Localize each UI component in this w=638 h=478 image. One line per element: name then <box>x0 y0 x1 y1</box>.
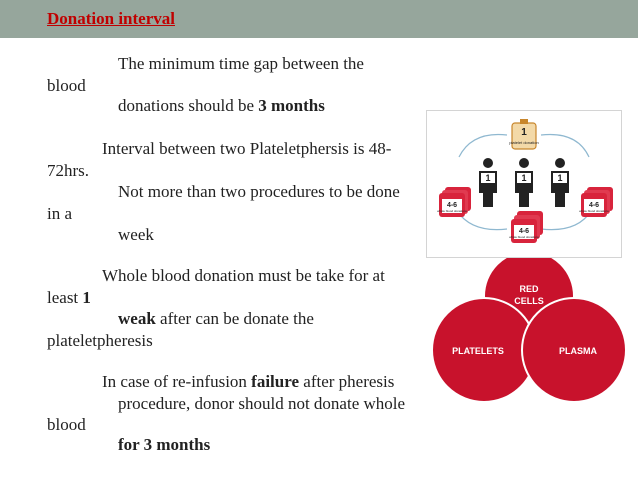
para3-line3-text: after can be donate the <box>155 309 314 328</box>
blood-components-venn <box>426 258 634 404</box>
platelet-bag-icon <box>509 119 538 149</box>
para1-line3 <box>118 96 325 116</box>
para4-line1 <box>102 372 394 392</box>
donor-left-number: 1 <box>485 173 491 183</box>
para3-line2-bold: 1 <box>82 288 91 307</box>
donor-right-icon <box>551 158 569 207</box>
blood-bag-left-number: 4-6 <box>446 202 458 209</box>
para2-line1: Interval between two Plateletphersis is 48- <box>102 139 392 158</box>
para2-line2: 72hrs. <box>47 161 90 180</box>
platelet-bag-caption: platelet donation <box>509 140 539 145</box>
para4-line1-pre: In case of re-infusion <box>102 372 252 391</box>
para4-line1-bold: failure <box>251 372 300 391</box>
blood-bag-center-number: 4-6 <box>518 228 530 235</box>
para3-line3-bold: weak <box>118 309 156 328</box>
para1-line3-text: donations should be <box>118 96 259 115</box>
cycle-arrow-left-top <box>459 134 507 157</box>
para3-line2-text: least <box>47 288 83 307</box>
donor-right-number: 1 <box>557 173 563 183</box>
donation-cycle-svg <box>427 111 621 257</box>
blood-bag-right-caption: whole blood donations <box>579 209 609 213</box>
para4-line4 <box>118 435 210 455</box>
para4-line2: procedure, donor should not donate whole <box>118 394 406 413</box>
para3-line2 <box>47 288 91 308</box>
red-cells-label-line2: CELLS <box>514 296 544 306</box>
para3-line1: Whole blood donation must be take for at <box>102 266 385 285</box>
blood-bag-left-caption: whole blood donations <box>437 209 467 213</box>
para2-line5: week <box>118 225 154 244</box>
para4-line3: blood <box>47 415 86 434</box>
para3-line3 <box>118 309 314 329</box>
para2-line3: Not more than two procedures to be done <box>118 182 400 201</box>
slide-title: Donation interval <box>47 9 175 28</box>
platelets-label: PLATELETS <box>452 346 504 356</box>
blood-bag-stack-center-icon <box>509 211 543 243</box>
venn-svg <box>426 258 634 404</box>
para4-line4-bold: for 3 months <box>118 435 211 454</box>
donor-center-icon <box>515 158 533 207</box>
blood-bag-stack-left-icon <box>437 187 471 217</box>
para3-line4: plateletpheresis <box>47 331 153 350</box>
para2-line4: in a <box>47 204 73 223</box>
blood-bag-stack-right-icon <box>579 187 613 217</box>
blood-bag-right-number: 4-6 <box>588 202 600 209</box>
donor-left-icon <box>479 158 497 207</box>
red-cells-label-line1: RED <box>519 284 539 294</box>
plasma-label: PLASMA <box>559 346 597 356</box>
para1-line2: blood <box>47 76 86 95</box>
para1-line3-bold: 3 months <box>258 96 325 115</box>
cycle-arrow-right-top <box>541 134 589 157</box>
donation-cycle-diagram <box>426 110 622 258</box>
platelet-bag-number: 1 <box>521 127 527 138</box>
blood-bag-center-caption: whole blood donations <box>509 235 539 239</box>
para4-line1-post: after pheresis <box>299 372 395 391</box>
para1-line1: The minimum time gap between the <box>118 54 364 73</box>
donor-center-number: 1 <box>521 173 527 183</box>
